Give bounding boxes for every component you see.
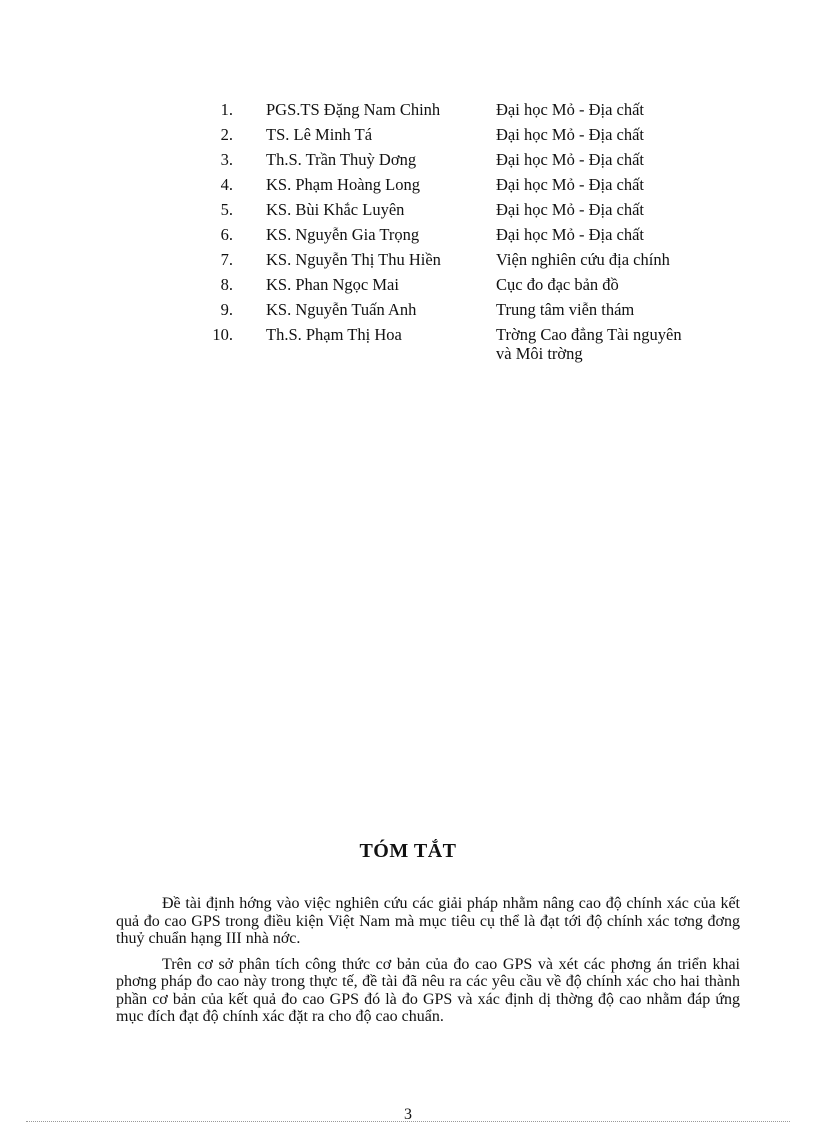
summary-body [116, 895, 740, 1034]
member-organization: Đại học Mỏ - Địa chất [496, 225, 644, 244]
member-list [200, 100, 760, 369]
page-number: 3 [404, 1106, 412, 1123]
item-number: 5. [220, 200, 233, 219]
list-item [200, 325, 760, 369]
item-number: 8. [220, 275, 233, 294]
list-item [200, 125, 760, 150]
item-number: 9. [220, 300, 233, 319]
list-item [200, 250, 760, 275]
list-item [200, 175, 760, 200]
list-item [200, 200, 760, 225]
member-name: KS. Nguyễn Thị Thu Hiền [266, 250, 441, 269]
item-number: 7. [220, 250, 233, 269]
member-organization: Đại học Mỏ - Địa chất [496, 200, 644, 219]
item-number: 10. [212, 325, 233, 344]
list-item [200, 275, 760, 300]
list-item [200, 300, 760, 325]
member-name: KS. Phan Ngọc Mai [266, 275, 399, 294]
item-number: 3. [220, 150, 233, 169]
member-name: KS. Phạm Hoàng Long [266, 175, 420, 194]
list-item [200, 150, 760, 175]
member-name: KS. Bùi Khắc Luyên [266, 200, 405, 219]
member-name: PGS.TS Đặng Nam Chinh [266, 100, 441, 119]
summary-title: TÓM TẮT [359, 840, 457, 862]
item-number: 4. [220, 175, 233, 194]
item-number: 6. [220, 225, 233, 244]
member-name: KS. Nguyễn Gia Trọng [266, 225, 420, 244]
summary-paragraph: Đề tài định hớng vào việc nghiên cứu các giải pháp nhằm nâng cao độ chính xác của kết quả đo cao GPS trong điều kiện Việt Nam mà mục tiêu cụ thể là đạt tới độ chính xác tơng đơng thuỷ chuẩn hạng III nhà nớc. [116, 895, 740, 947]
member-organization: Đại học Mỏ - Địa chất [496, 100, 644, 119]
list-item [200, 100, 760, 125]
footer-divider [26, 1121, 790, 1122]
member-organization: Trung tâm viễn thám [496, 300, 635, 319]
member-name: Th.S. Trần Thuỳ Dơng [266, 150, 417, 169]
list-item [200, 225, 760, 250]
member-organization: Đại học Mỏ - Địa chất [496, 175, 644, 194]
item-number: 2. [220, 125, 233, 144]
member-organization [496, 325, 682, 362]
item-number: 1. [220, 100, 233, 119]
member-organization: Đại học Mỏ - Địa chất [496, 150, 644, 169]
org-line-1: Trờng Cao đẳng Tài nguyên [496, 325, 682, 344]
member-name: KS. Nguyễn Tuấn Anh [266, 300, 417, 319]
member-organization: Đại học Mỏ - Địa chất [496, 125, 644, 144]
summary-paragraph: Trên cơ sở phân tích công thức cơ bản của đo cao GPS và xét các phơng án triển khai phơng pháp đo cao này trong thực tế, đề tài đã nêu ra các yêu cầu về độ chính xác cho hai thành phần cơ bản của kết quả đo cao GPS đó là đo GPS và xác định dị thờng độ cao nhằm đáp ứng mục đích đạt độ chính xác đặt ra cho độ cao chuẩn. [116, 955, 740, 1025]
member-organization: Cục đo đạc bản đồ [496, 275, 619, 294]
member-organization: Viện nghiên cứu địa chính [496, 250, 670, 269]
org-line-2: và Môi trờng [496, 344, 583, 363]
member-name: TS. Lê Minh Tá [266, 125, 373, 144]
member-name: Th.S. Phạm Thị Hoa [266, 325, 402, 344]
